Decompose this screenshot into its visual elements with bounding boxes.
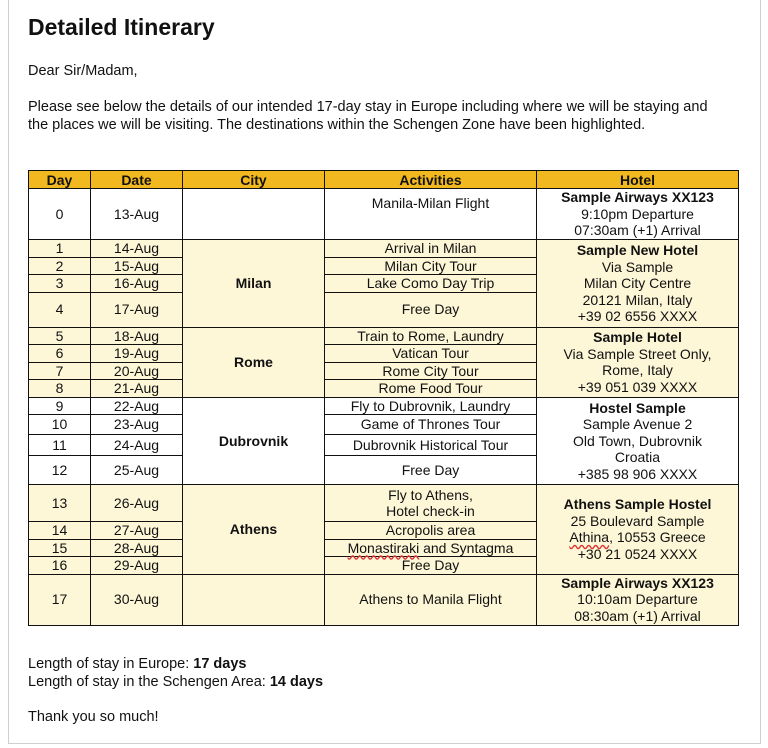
table-row	[29, 240, 739, 258]
hotel-name: Sample Airways XX123	[561, 189, 714, 206]
salutation: Dear Sir/Madam,	[28, 63, 138, 79]
hotel-line: Rome, Italy	[602, 362, 673, 378]
hotel-phone: +39 051 039 XXXX	[577, 378, 698, 395]
day-cell: 3	[29, 275, 91, 293]
activity-cell: Vatican Tour	[325, 345, 537, 363]
activity-cell: Dubrovnik Historical Tour	[325, 435, 537, 456]
hotel-name: Sample Hotel	[593, 329, 682, 345]
hotel-phone: +39 02 6556 XXXX	[577, 308, 698, 324]
table-row	[29, 397, 739, 415]
hotel-phone: +385 98 906 XXXX	[577, 465, 698, 482]
schengen-stay-label: Length of stay in the Schengen Area:	[28, 674, 270, 690]
date-cell: 19-Aug	[91, 345, 183, 363]
hotel-line: 08:30am (+1) Arrival	[574, 607, 701, 624]
date-cell: 23-Aug	[91, 415, 183, 435]
table-header-row	[29, 171, 739, 189]
hotel-name: Hostel Sample	[589, 399, 686, 416]
header-activities: Activities	[325, 171, 537, 189]
misspelled-word: Monastiraki	[347, 539, 420, 556]
activity-cell: Free Day	[325, 456, 537, 485]
date-cell: 24-Aug	[91, 435, 183, 456]
hotel-line-rest: , 10553 Greece	[609, 529, 706, 546]
activity-cell: Train to Rome, Laundry	[325, 327, 537, 345]
day-cell: 11	[29, 435, 91, 456]
day-cell: 15	[29, 539, 91, 557]
day-cell: 5	[29, 327, 91, 345]
date-cell: 29-Aug	[91, 557, 183, 575]
hotel-line: Via Sample Street Only,	[563, 345, 712, 362]
activity-cell: Free Day	[325, 557, 537, 575]
date-cell: 15-Aug	[91, 257, 183, 275]
hotel-cell-milan	[537, 240, 739, 328]
hotel-line: Sample Avenue 2	[582, 416, 693, 432]
activity-line: Fly to Athens,	[388, 486, 473, 503]
day-cell: 4	[29, 292, 91, 327]
header-day: Day	[29, 171, 91, 189]
hotel-line: 20121 Milan, Italy	[582, 291, 693, 308]
city-cell-rome: Rome	[183, 327, 325, 397]
date-cell: 27-Aug	[91, 522, 183, 540]
activity-cell	[325, 485, 537, 522]
day-cell: 10	[29, 415, 91, 435]
hotel-line: Croatia	[614, 449, 661, 465]
hotel-line: 25 Boulevard Sample	[570, 512, 705, 529]
header-city: City	[183, 171, 325, 189]
day-cell: 9	[29, 397, 91, 415]
hotel-cell-dubrovnik	[537, 397, 739, 485]
europe-stay-label: Length of stay in Europe:	[28, 656, 194, 672]
itinerary-table	[28, 170, 739, 626]
date-cell: 25-Aug	[91, 456, 183, 485]
day-cell: 1	[29, 240, 91, 258]
city-cell-athens: Athens	[183, 485, 325, 575]
day-cell: 8	[29, 380, 91, 398]
hotel-line: Via Sample	[601, 258, 674, 275]
header-date: Date	[91, 171, 183, 189]
table-row	[29, 189, 739, 240]
day-cell: 17	[29, 574, 91, 625]
activity-cell	[325, 539, 537, 557]
hotel-name: Sample Airways XX123	[561, 574, 714, 591]
day-cell: 12	[29, 456, 91, 485]
day-cell: 6	[29, 345, 91, 363]
city-cell-empty	[183, 189, 325, 240]
date-cell: 28-Aug	[91, 539, 183, 557]
hotel-name: Sample New Hotel	[576, 242, 699, 258]
europe-stay-value: 17 days	[193, 656, 247, 672]
activity-cell: Fly to Dubrovnik, Laundry	[325, 397, 537, 415]
date-cell: 18-Aug	[91, 327, 183, 345]
table-row	[29, 485, 739, 522]
date-cell: 30-Aug	[91, 574, 183, 625]
header-hotel: Hotel	[537, 171, 739, 189]
day-cell: 7	[29, 362, 91, 380]
activity-cell: Manila-Milan Flight	[325, 189, 537, 240]
date-cell: 17-Aug	[91, 292, 183, 327]
misspelled-word: Athina	[569, 529, 610, 546]
hotel-line: 10:10am Departure	[577, 591, 698, 608]
activity-cell: Rome Food Tour	[325, 380, 537, 398]
city-cell-dubrovnik: Dubrovnik	[183, 397, 325, 485]
schengen-stay-line	[28, 673, 323, 691]
activity-cell: Game of Thrones Tour	[325, 415, 537, 435]
day-cell: 0	[29, 189, 91, 240]
hotel-cell-athens	[537, 485, 739, 575]
stay-summary	[28, 655, 323, 691]
day-cell: 13	[29, 485, 91, 522]
intro-paragraph: Please see below the details of our intended 17-day stay in Europe including where we will be staying and the places we will be visiting. The destinations within the Schengen Zone have been highlighted.	[28, 99, 708, 133]
city-cell-milan: Milan	[183, 240, 325, 328]
europe-stay-line	[28, 655, 323, 673]
table-row	[29, 327, 739, 345]
date-cell: 14-Aug	[91, 240, 183, 258]
hotel-line: 07:30am (+1) Arrival	[574, 222, 701, 239]
closing-line: Thank you so much!	[28, 709, 159, 725]
day-cell: 14	[29, 522, 91, 540]
hotel-line: Old Town, Dubrovnik	[573, 432, 702, 449]
activity-cell: Acropolis area	[325, 522, 537, 540]
hotel-cell-return-flight	[537, 574, 739, 625]
activity-cell: Athens to Manila Flight	[325, 574, 537, 625]
activity-cell: Arrival in Milan	[325, 240, 537, 258]
activity-cell: Rome City Tour	[325, 362, 537, 380]
activity-rest: and Syntagma	[419, 539, 514, 556]
activity-cell: Milan City Tour	[325, 257, 537, 275]
day-cell: 16	[29, 557, 91, 575]
date-cell: 20-Aug	[91, 362, 183, 380]
hotel-line: 9:10pm Departure	[581, 205, 694, 222]
hotel-cell-rome	[537, 327, 739, 397]
day-cell: 2	[29, 257, 91, 275]
activity-cell: Lake Como Day Trip	[325, 275, 537, 293]
page-title: Detailed Itinerary	[28, 14, 215, 40]
hotel-cell-outbound-flight	[537, 189, 739, 240]
hotel-phone: +30 21 0524 XXXX	[577, 545, 698, 562]
hotel-name: Athens Sample Hostel	[563, 496, 712, 513]
activity-line: Hotel check-in	[386, 503, 475, 519]
hotel-line: Milan City Centre	[583, 275, 692, 291]
hotel-line	[539, 529, 736, 546]
date-cell: 13-Aug	[91, 189, 183, 240]
date-cell: 16-Aug	[91, 275, 183, 293]
city-cell-empty	[183, 574, 325, 625]
date-cell: 21-Aug	[91, 380, 183, 398]
activity-cell: Free Day	[325, 292, 537, 327]
date-cell: 26-Aug	[91, 485, 183, 522]
date-cell: 22-Aug	[91, 397, 183, 415]
table-row	[29, 574, 739, 625]
schengen-stay-value: 14 days	[269, 674, 324, 690]
